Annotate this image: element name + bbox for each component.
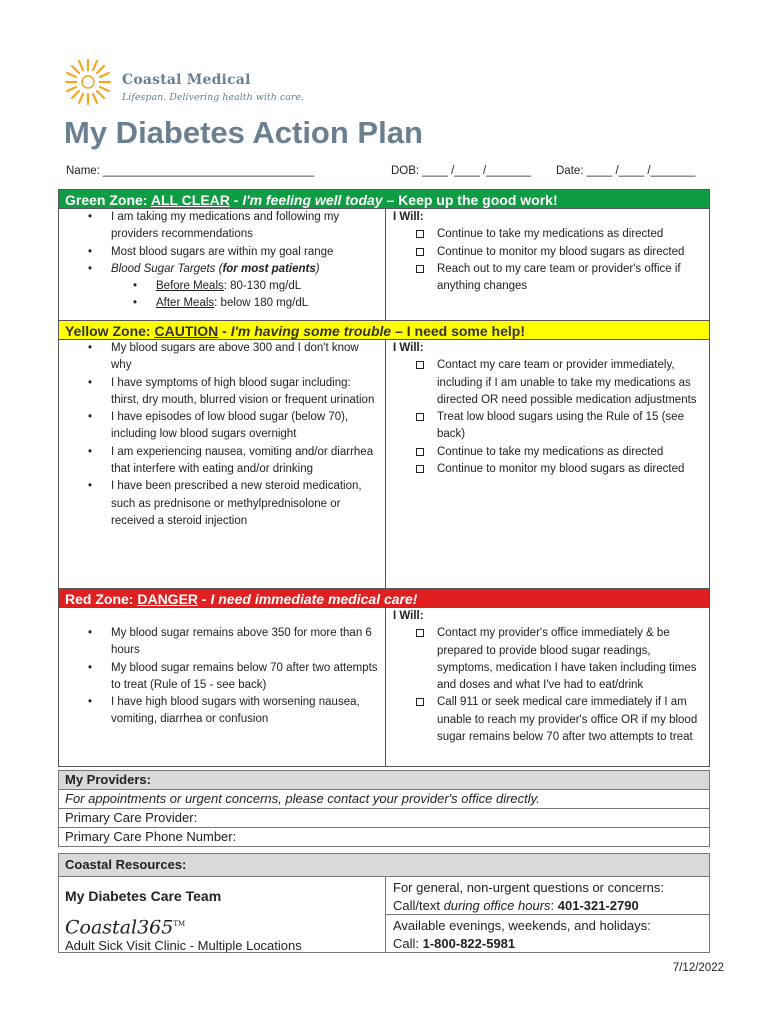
logo-name: Coastal Medical (122, 72, 251, 88)
list-item: • Before Meals: 80-130 mg/dL (59, 278, 381, 295)
coastal365-logo: Coastal365™ (65, 916, 186, 939)
checkbox-icon[interactable] (416, 413, 424, 421)
checkbox-item: Continue to monitor my blood sugars as directed (393, 244, 707, 261)
checkbox-icon[interactable] (416, 629, 424, 637)
checkbox-icon[interactable] (416, 361, 424, 369)
clinic-label: Adult Sick Visit Clinic - Multiple Locations (65, 938, 302, 953)
dob-field[interactable]: DOB: ____ /____ /_______ (391, 165, 532, 177)
checkbox-icon[interactable] (416, 248, 424, 256)
list-item: • I have high blood sugars with worsening nausea, vomiting, diarrhea or confusion (59, 694, 381, 729)
resources-table (58, 853, 710, 953)
office-phone-number[interactable]: 401-321-2790 (557, 898, 639, 913)
green-zone-header: Green Zone: ALL CLEAR - I'm feeling well today – Keep up the good work! (58, 189, 710, 209)
coastal-medical-logo (62, 56, 322, 112)
checkbox-item: Continue to take my medications as directed (393, 444, 707, 461)
checkbox-icon[interactable] (416, 465, 424, 473)
primary-care-phone-field[interactable]: Primary Care Phone Number: (65, 829, 237, 844)
i-will-label: I Will: (393, 211, 424, 223)
checkbox-icon[interactable] (416, 230, 424, 238)
list-item: • My blood sugar remains above 350 for more than 6 hours (59, 625, 381, 660)
checkbox-icon[interactable] (416, 448, 424, 456)
yellow-zone-actions (393, 340, 707, 478)
checkbox-item: Call 911 or seek medical care immediately if I am unable to reach my provider's office OR if my blood sugar remains below 70 after two attempts to treat (393, 694, 707, 746)
providers-note: For appointments or urgent concerns, please contact your provider's office directly. (59, 790, 709, 809)
checkbox-item: Treat low blood sugars using the Rule of 15 (see back) (393, 409, 707, 444)
yellow-zone-header: Yellow Zone: CAUTION - I'm having some trouble – I need some help! (58, 320, 710, 340)
checkbox-item: Continue to monitor my blood sugars as directed (393, 461, 707, 478)
yellow-zone-body (58, 340, 710, 588)
checkbox-icon[interactable] (416, 698, 424, 706)
green-zone-symptoms (59, 209, 381, 313)
logo-tagline: Lifespan. Delivering health with care. (122, 92, 305, 103)
resources-header: Coastal Resources: (59, 854, 709, 877)
sun-logo-icon (62, 56, 114, 108)
providers-table (58, 770, 710, 847)
list-item: • I have episodes of low blood sugar (below 70), including low blood sugars overnight (59, 409, 381, 444)
list-item: • I am taking my medications and following my providers recommendations (59, 209, 381, 244)
i-will-label: I Will: (393, 342, 424, 354)
red-zone-symptoms (59, 625, 381, 729)
checkbox-item: Reach out to my care team or provider's office if anything changes (393, 261, 707, 296)
list-item: • My blood sugars are above 300 and I don't know why (59, 340, 381, 375)
green-zone-actions (393, 209, 707, 295)
red-zone-header: Red Zone: DANGER - I need immediate medical care! (58, 588, 710, 608)
list-item: • After Meals: below 180 mg/dL (59, 295, 381, 312)
green-zone-body (58, 209, 710, 320)
red-zone-actions (393, 608, 707, 746)
page-title: My Diabetes Action Plan (64, 115, 423, 150)
after-hours-contact: Available evenings, weekends, and holidays: Call: 1-800-822-5981 (393, 918, 651, 951)
list-item: • I have been prescribed a new steroid medication, such as prednisone or methylprednisolone or received a steroid injection (59, 478, 381, 530)
i-will-label: I Will: (393, 610, 424, 622)
footer-date: 7/12/2022 (672, 962, 724, 974)
list-item: • I have symptoms of high blood sugar including: thirst, dry mouth, blurred vision or frequent urination (59, 375, 381, 410)
checkbox-item: Contact my care team or provider immediately, including if I am unable to take my medications as directed OR need possible medication adjustments (393, 357, 707, 409)
checkbox-icon[interactable] (416, 265, 424, 273)
checkbox-item: Contact my provider's office immediately & be prepared to provide blood sugar readings, symptoms, medication I have taken including times and doses and what I've had to eat/drink (393, 625, 707, 694)
primary-care-provider-field[interactable]: Primary Care Provider: (59, 809, 709, 828)
name-field[interactable]: Name: _________________________________ (66, 165, 315, 177)
list-item: • Blood Sugar Targets (for most patients) (59, 261, 381, 278)
care-team-label: My Diabetes Care Team (65, 888, 222, 904)
office-hours-contact: For general, non-urgent questions or concerns: Call/text during office hours: 401-321-2790 (393, 880, 664, 913)
checkbox-item: Continue to take my medications as directed (393, 226, 707, 243)
list-item: • Most blood sugars are within my goal range (59, 244, 381, 261)
after-hours-phone-number[interactable]: 1-800-822-5981 (422, 936, 516, 951)
yellow-zone-symptoms (59, 340, 381, 530)
providers-header: My Providers: (59, 771, 709, 790)
red-zone-body (58, 608, 710, 767)
date-field[interactable]: Date: ____ /____ /_______ (556, 165, 696, 177)
list-item: • I am experiencing nausea, vomiting and/or diarrhea that interfere with eating and/or drinking (59, 444, 381, 479)
list-item: • My blood sugar remains below 70 after two attempts to treat (Rule of 15 - see back) (59, 660, 381, 695)
